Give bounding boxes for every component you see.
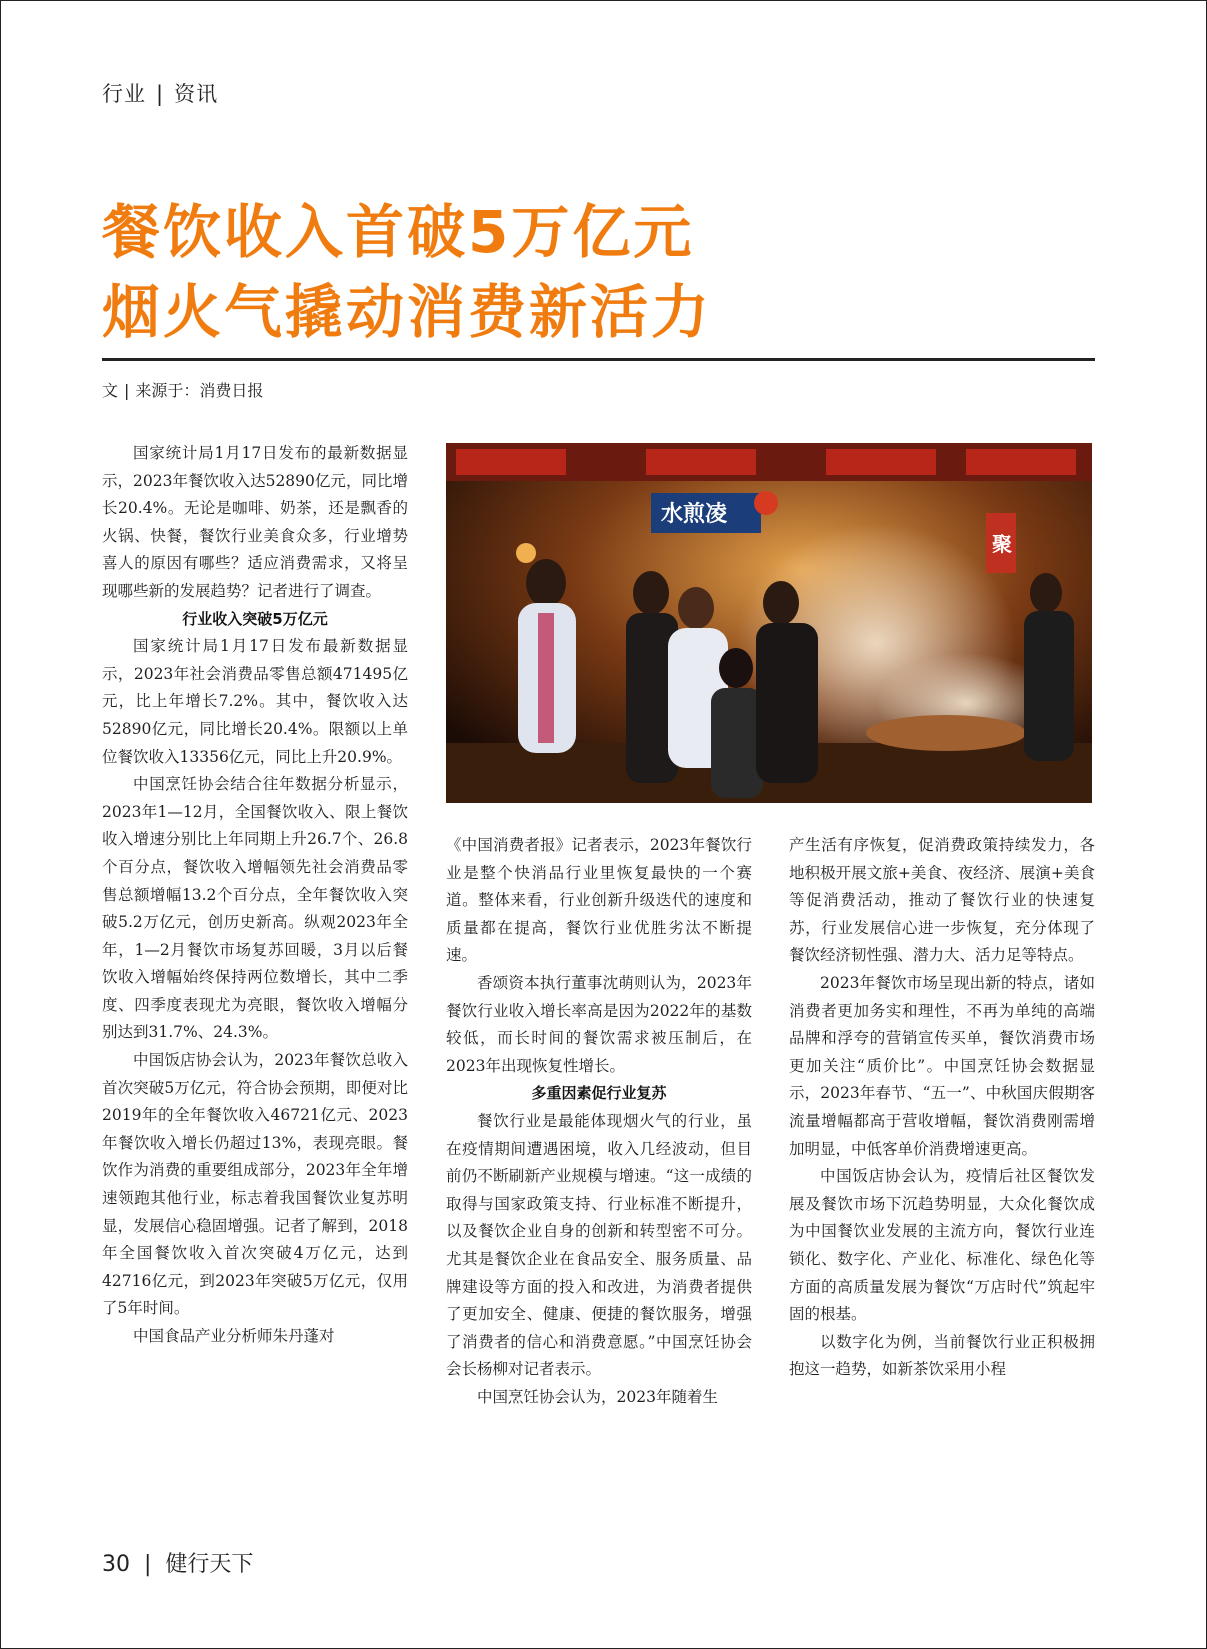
paragraph: 香颂资本执行董事沈萌则认为，2023年餐饮行业收入增长率高是因为2022年的基数较低，而长时间的餐饮需求被压制后，在2023年出现恢复性增长。 xyxy=(446,973,752,1075)
cooking-pan xyxy=(866,715,1026,751)
section-name: 行业 xyxy=(102,82,146,106)
byline-source: 来源于：消费日报 xyxy=(135,381,264,400)
article-title xyxy=(102,192,1082,352)
red-banner-2 xyxy=(646,449,756,475)
byline xyxy=(102,378,263,401)
paragraph: 产生活有序恢复，促消费政策持续发力，各地积极开展文旅+美食、夜经济、展演+美食等促消费活动，推动了餐饮行业的快速复苏，行业发展信心进一步恢复，充分体现了餐饮经济韧性强、潜力大、活力足等特点。 xyxy=(789,836,1095,965)
article-photo xyxy=(446,443,1092,803)
paragraph: 中国饭店协会认为，2023年餐饮总收入首次突破5万亿元，符合协会预期，即便对比2019年的全年餐饮收入46721亿元、2023年餐饮收入增长仍超过13%，表现亮眼。餐饮作为消费的重要组成部分，2023年全年增速领跑其他行业，标志着我国餐饮业复苏明显，发展信心稳固增强。记者了解到，2018年全国餐饮收入首次突破4万亿元，达到42716亿元，到2023年突破5万亿元，仅用了5年时间。 xyxy=(102,1051,408,1318)
night-market-photo xyxy=(446,443,1092,803)
byline-prefix: 文 xyxy=(102,381,119,400)
red-banner-1 xyxy=(456,449,566,475)
section-header xyxy=(102,78,218,108)
magazine-name: 健行天下 xyxy=(165,1552,254,1577)
street-light xyxy=(516,543,536,563)
byline-separator: | xyxy=(124,381,130,400)
page-footer xyxy=(102,1547,253,1578)
paragraph: 2023年餐饮市场呈现出新的特点，诸如消费者更加务实和理性，不再为单纯的高端品牌和浮夸的营销宣传买单，餐饮消费市场更加关注“质价比”。中国烹饪协会数据显示，2023年春节、“五一”、中秋国庆假期客流量增幅都高于营收增幅，餐饮消费刚需增加明显，中低客单价消费增速更高。 xyxy=(789,973,1095,1158)
title-line-2: 烟火气撬动消费新活力 xyxy=(102,278,713,346)
paragraph: 中国饭店协会认为，疫情后社区餐饮发展及餐饮市场下沉趋势明显，大众化餐饮成为中国餐饮业发展的主流方向，餐饮行业连锁化、数字化、产业化、标准化、绿色化等方面的高质量发展为餐饮“万店时代”筑起牢固的根基。 xyxy=(789,1167,1095,1324)
subheading: 行业收入突破5万亿元 xyxy=(182,609,328,628)
page-number: 30 xyxy=(102,1552,130,1577)
paragraph: 中国烹饪协会认为，2023年随着生 xyxy=(477,1387,718,1406)
paragraph: 国家统计局1月17日发布最新数据显示，2023年社会消费品零售总额471495亿元，比上年增长7.2%。其中，餐饮收入达52890亿元，同比增长20.4%。限额以上单位餐饮收入13356亿元，同比上升20.9%。 xyxy=(102,637,408,766)
red-banner-4 xyxy=(966,449,1076,475)
paragraph: 中国食品产业分析师朱丹蓬对 xyxy=(133,1327,335,1345)
paragraph: 国家统计局1月17日发布的最新数据显示，2023年餐饮收入达52890亿元，同比增长20.4%。无论是咖啡、奶茶，还是飘香的火锅、快餐，餐饮行业美食众多，行业增势喜人的原因有哪些？适应消费需求，又将呈现哪些新的发展趋势？记者进行了调查。 xyxy=(102,444,408,600)
vertical-sign-text: 聚 xyxy=(992,532,1012,556)
red-banner-3 xyxy=(826,449,936,475)
paragraph: 中国烹饪协会结合往年数据分析显示，2023年1—12月，全国餐饮收入、限上餐饮收入增速分别比上年同期上升26.7个、26.8个百分点，餐饮收入增幅领先社会消费品零售总额增幅13.2个百分点，全年餐饮收入突破5.2万亿元，创历史新高。纵观2023年全年，1—2月餐饮市场复苏回暖，3月以后餐饮收入增幅始终保持两位数增长，其中二季度、四季度表现尤为亮眼，餐饮收入增幅分别达到31.7%、24.3%。 xyxy=(102,775,408,1042)
column-3 xyxy=(789,832,1095,1384)
lantern xyxy=(754,491,778,515)
shop-sign-text: 水煎凌 xyxy=(661,502,728,527)
subheading: 多重因素促行业复苏 xyxy=(531,1084,667,1103)
title-line-1: 餐饮收入首破5万亿元 xyxy=(102,198,695,266)
column-2 xyxy=(446,832,752,1411)
subsection-name: 资讯 xyxy=(174,82,219,106)
paragraph: 餐饮行业是最能体现烟火气的行业，虽在疫情期间遭遇困境，收入几经波动，但目前仍不断刷新产业规模与增速。“这一成绩的取得与国家政策支持、行业标准不断提升，以及餐饮企业自身的创新和转型密不可分。尤其是餐饮企业在食品安全、服务质量、品牌建设等方面的投入和改进，为消费者提供了更加安全、健康、便捷的餐饮服务，增强了消费者的信心和消费意愿。”中国烹饪协会会长杨柳对记者表示。 xyxy=(446,1111,752,1379)
title-divider xyxy=(102,358,1095,361)
paragraph: 以数字化为例，当前餐饮行业正积极拥抱这一趋势，如新茶饮采用小程 xyxy=(789,1332,1095,1379)
column-1 xyxy=(102,440,408,1351)
paragraph: 《中国消费者报》记者表示，2023年餐饮行业是整个快消品行业里恢复最快的一个赛道。整体来看，行业创新升级迭代的速度和质量都在提高，餐饮行业优胜劣汰不断提速。 xyxy=(446,836,752,965)
footer-separator: | xyxy=(144,1552,152,1577)
section-separator: | xyxy=(156,82,165,106)
